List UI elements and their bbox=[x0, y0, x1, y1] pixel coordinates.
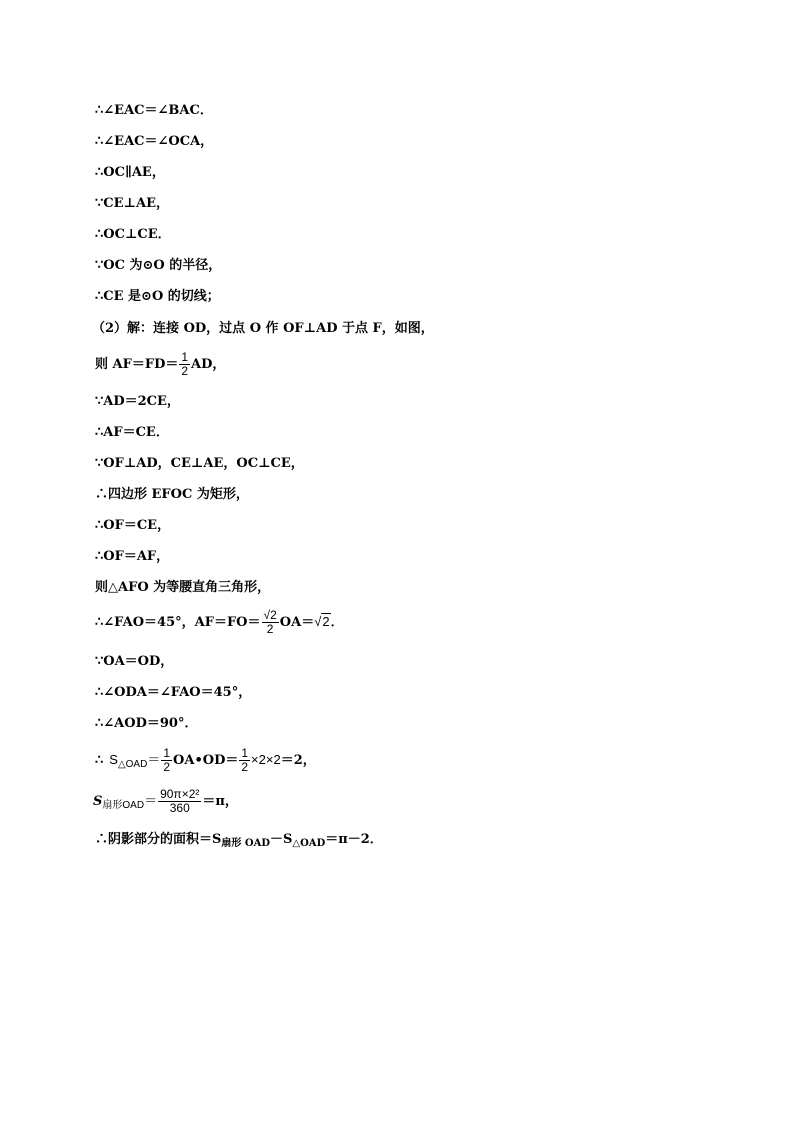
proof-line-21 bbox=[95, 747, 316, 774]
proof-line-14: ∴OF＝CE， bbox=[95, 518, 171, 533]
proof-line-6: ∵OC 为⊙O 的半径， bbox=[95, 258, 222, 273]
proof-line-17 bbox=[95, 609, 344, 636]
sector-subscript: 扇形 OAD bbox=[221, 838, 271, 849]
sector-area-symbol: S bbox=[93, 794, 103, 809]
triangle-subscript: △OAD bbox=[292, 838, 326, 849]
line-21-mid: OA•OD＝ bbox=[173, 753, 239, 768]
proof-line-16: 则△AFO 为等腰直角三角形， bbox=[95, 580, 271, 595]
part-2-intro: （2）解：连接 OD，过点 O 作 OF⊥AD 于点 F，如图， bbox=[92, 321, 434, 336]
fraction-denominator: 2 bbox=[266, 622, 274, 636]
line-17-text: ∴∠FAO＝45°，AF＝FO＝ bbox=[95, 615, 261, 630]
fraction-numerator: 1 bbox=[241, 746, 249, 760]
fraction-numerator: √2 bbox=[263, 608, 277, 622]
proof-line-20: ∴∠AOD＝90°． bbox=[95, 716, 198, 731]
line-21-prefix: ∴ bbox=[95, 753, 104, 768]
line-9-tail: AD， bbox=[191, 357, 226, 372]
proof-line-4: ∵CE⊥AE， bbox=[95, 196, 170, 211]
line-21-end: ＝2， bbox=[280, 753, 316, 768]
proof-line-2: ∴∠EAC＝∠OCA， bbox=[95, 134, 214, 149]
line-21-product: ×2×2 bbox=[251, 752, 281, 767]
line-23-text: ∴阴影部分的面积＝S bbox=[95, 832, 222, 847]
proof-line-12: ∵OF⊥AD，CE⊥AE，OC⊥CE， bbox=[95, 456, 304, 471]
sector-area-subscript: 扇形OAD bbox=[102, 800, 145, 811]
fraction-denominator: 360 bbox=[169, 801, 190, 815]
proof-line-18: ∵OA＝OD， bbox=[95, 654, 174, 669]
fraction-root2-over-2 bbox=[262, 609, 279, 636]
proof-line-19: ∴∠ODA＝∠FAO＝45°， bbox=[95, 685, 252, 700]
line-21-eq: ＝ bbox=[147, 752, 161, 767]
fraction-numerator: 90π×2² bbox=[160, 787, 200, 801]
line-23-end: ＝π－2． bbox=[325, 832, 383, 847]
line-17-end: ． bbox=[330, 615, 344, 630]
proof-line-22 bbox=[93, 788, 238, 815]
line-22-eq: ＝ bbox=[144, 793, 158, 808]
triangle-area-symbol: S bbox=[109, 752, 118, 767]
fraction-half-a bbox=[161, 747, 172, 774]
fraction-denominator: 2 bbox=[181, 364, 189, 378]
proof-line-11: ∴AF＝CE． bbox=[95, 425, 169, 440]
sqrt-two: √2 bbox=[314, 614, 330, 629]
sqrt-radicand: 2 bbox=[322, 614, 330, 629]
fraction-half bbox=[179, 351, 190, 378]
proof-line-10: ∵AD＝2CE， bbox=[95, 394, 180, 409]
triangle-area-subscript: △OAD bbox=[117, 759, 148, 770]
fraction-denominator: 2 bbox=[241, 760, 249, 774]
proof-line-13: ∴四边形 EFOC 为矩形， bbox=[95, 487, 249, 502]
proof-line-23 bbox=[95, 832, 383, 852]
line-23-mid: －S bbox=[270, 832, 293, 847]
line-9-text: 则 AF＝FD＝ bbox=[95, 357, 179, 372]
proof-line-1: ∴∠EAC＝∠BAC． bbox=[95, 103, 213, 118]
fraction-numerator: 1 bbox=[181, 350, 189, 364]
line-17-mid: OA＝ bbox=[279, 615, 315, 630]
line-22-end: ＝π， bbox=[202, 794, 238, 809]
proof-line-5: ∴OC⊥CE． bbox=[95, 227, 171, 242]
fraction-denominator: 2 bbox=[163, 760, 171, 774]
fraction-numerator: 1 bbox=[163, 746, 171, 760]
proof-line-9 bbox=[95, 351, 225, 378]
fraction-sector-area bbox=[158, 788, 201, 815]
fraction-half-b bbox=[239, 747, 250, 774]
proof-line-7: ∴CE 是⊙O 的切线； bbox=[95, 289, 220, 304]
proof-line-3: ∴OC∥AE， bbox=[95, 165, 165, 180]
proof-line-15: ∴OF＝AF， bbox=[95, 549, 170, 564]
